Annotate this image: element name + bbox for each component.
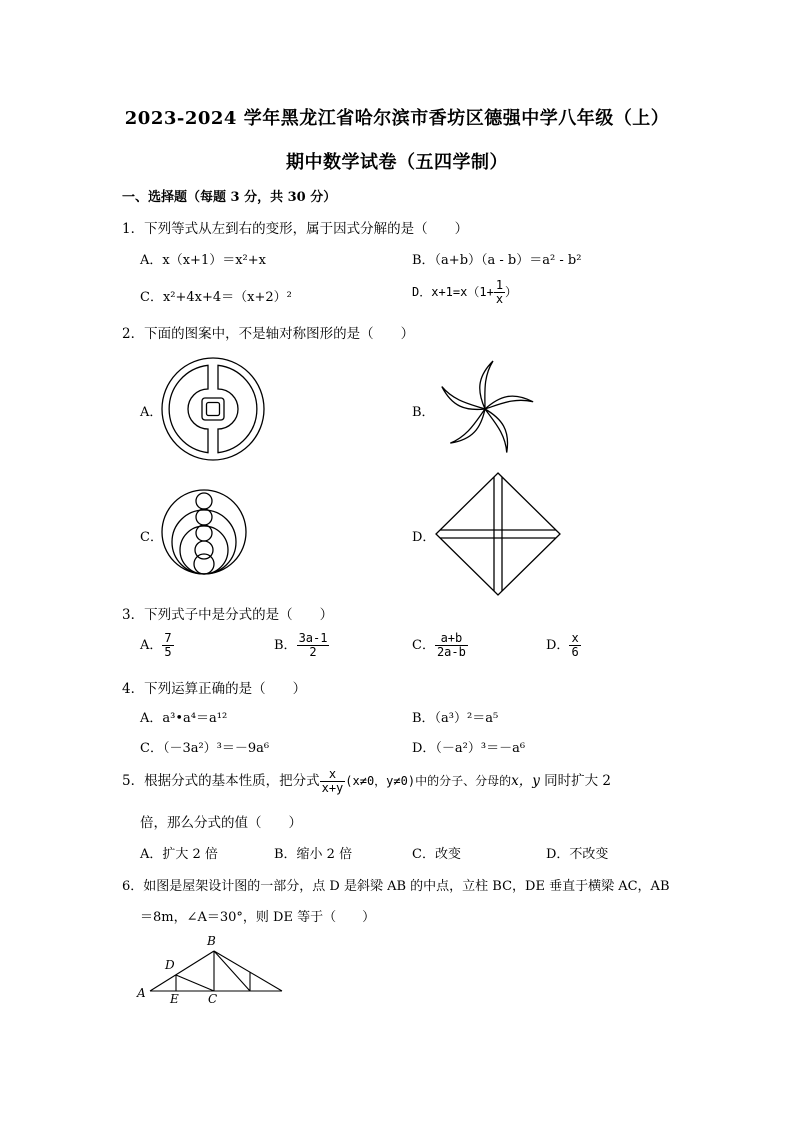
fraction-numerator: a+b — [435, 632, 468, 646]
fraction-denominator: 5 — [164, 645, 172, 660]
question-4-option-c: C．（－3a²）³＝－9a⁶ — [140, 741, 270, 756]
question-5-stem-vars: x，y — [511, 773, 540, 790]
question-5-stem-line2: 倍，那么分式的值（ ） — [140, 815, 302, 831]
question-3-option-d — [546, 632, 581, 659]
question-1-option-b: B．（a+b）（a - b）＝a² - b² — [412, 253, 582, 268]
question-3-option-c-fraction — [435, 632, 468, 659]
fraction-numerator: 7 — [164, 631, 172, 645]
point-label-d: D — [165, 958, 175, 972]
question-5-stem-prefix: 5．根据分式的基本性质，把分式 — [122, 773, 320, 790]
question-3-option-c — [412, 632, 468, 659]
fraction-numerator: x — [320, 768, 346, 782]
question-2-option-c-label: C． — [140, 530, 163, 545]
question-3-option-b-fraction — [297, 632, 330, 659]
question-3-option-a — [140, 632, 174, 659]
question-1-stem: 1．下列等式从左到右的变形，属于因式分解的是（ ） — [122, 221, 469, 237]
figure-pinwheel-pattern — [432, 356, 538, 462]
question-2-stem: 2．下面的图案中，不是轴对称图形的是（ ） — [122, 326, 415, 342]
point-label-b: B — [207, 934, 216, 948]
question-1-option-d-fraction — [494, 279, 505, 306]
question-6-stem-line2: ＝8m，∠A＝30°，则 DE 等于（ ） — [140, 910, 376, 925]
question-3-option-a-fraction — [162, 632, 173, 659]
option-letter: B． — [274, 638, 297, 654]
fraction-denominator: 6 — [571, 645, 579, 660]
fraction-denominator: 2 — [309, 645, 317, 660]
question-1-option-a: A．x（x+1）＝x²+x — [140, 253, 266, 268]
option-letter: C． — [412, 638, 435, 654]
question-5-option-c: C．改变 — [412, 847, 461, 862]
question-1-option-c: C．x²+4x+4＝（x+2）² — [140, 290, 292, 305]
question-4-option-a: A．a³•a⁴＝a¹² — [140, 711, 228, 726]
question-4-option-b: B．（a³）²＝a⁵ — [412, 711, 499, 726]
fraction-numerator: x — [571, 631, 579, 645]
question-5-option-a: A．扩大 2 倍 — [140, 847, 218, 862]
page-title-line1: 2023-2024 学年黑龙江省哈尔滨市香坊区德强中学八年级（上） — [124, 108, 670, 129]
question-3-option-b — [274, 632, 329, 659]
question-2-option-d-label: D． — [412, 530, 436, 545]
question-5-stem-middle: (x≠0，y≠0)中的分子、分母的 — [345, 774, 512, 789]
figure-circles-pattern — [160, 488, 248, 576]
fraction-denominator: x — [495, 292, 504, 307]
option-letter: A． — [140, 638, 163, 654]
question-6-stem-line1: 6．如图是屋架设计图的一部分，点 D 是斜梁 AB 的中点，立柱 BC，DE 垂直于横梁 AC，AB — [122, 879, 670, 894]
fraction-denominator: x+y — [321, 781, 344, 796]
question-5-stem-suffix: 同时扩大 2 — [539, 773, 612, 790]
point-label-a: A — [137, 986, 146, 1000]
question-2-option-b-label: B． — [412, 405, 435, 420]
question-3-stem: 3．下列式子中是分式的是（ ） — [122, 607, 334, 623]
figure-diamond-pattern — [434, 471, 562, 597]
point-label-c: C — [208, 992, 218, 1006]
question-4-option-d: D．（－a²）³＝－a⁶ — [412, 741, 526, 756]
question-5-stem-line1 — [122, 768, 611, 795]
figure-roof-truss — [134, 930, 294, 1006]
point-label-e: E — [170, 992, 179, 1006]
option-letter: D． — [546, 638, 570, 654]
fraction-numerator: 3a-1 — [298, 631, 328, 645]
question-4-stem: 4．下列运算正确的是（ ） — [122, 681, 307, 697]
fraction-denominator: 2a-b — [436, 645, 466, 660]
fraction-numerator: 1 — [495, 278, 504, 292]
question-2-option-a-label: A． — [140, 405, 163, 420]
page-title-line2: 期中数学试卷（五四学制） — [286, 152, 508, 173]
question-1-option-d-prefix: D．x+1=x（1+ — [412, 285, 494, 300]
question-1-option-d-suffix: ） — [505, 285, 518, 300]
question-5-option-b: B．缩小 2 倍 — [274, 847, 353, 862]
question-3-option-d-fraction — [569, 632, 580, 659]
figure-coin-pattern — [160, 356, 266, 462]
question-5-fraction — [320, 768, 346, 795]
question-1-option-d — [412, 279, 517, 306]
question-5-option-d: D．不改变 — [546, 847, 609, 862]
section-heading: 一、选择题（每题 3 分，共 30 分） — [122, 190, 337, 205]
